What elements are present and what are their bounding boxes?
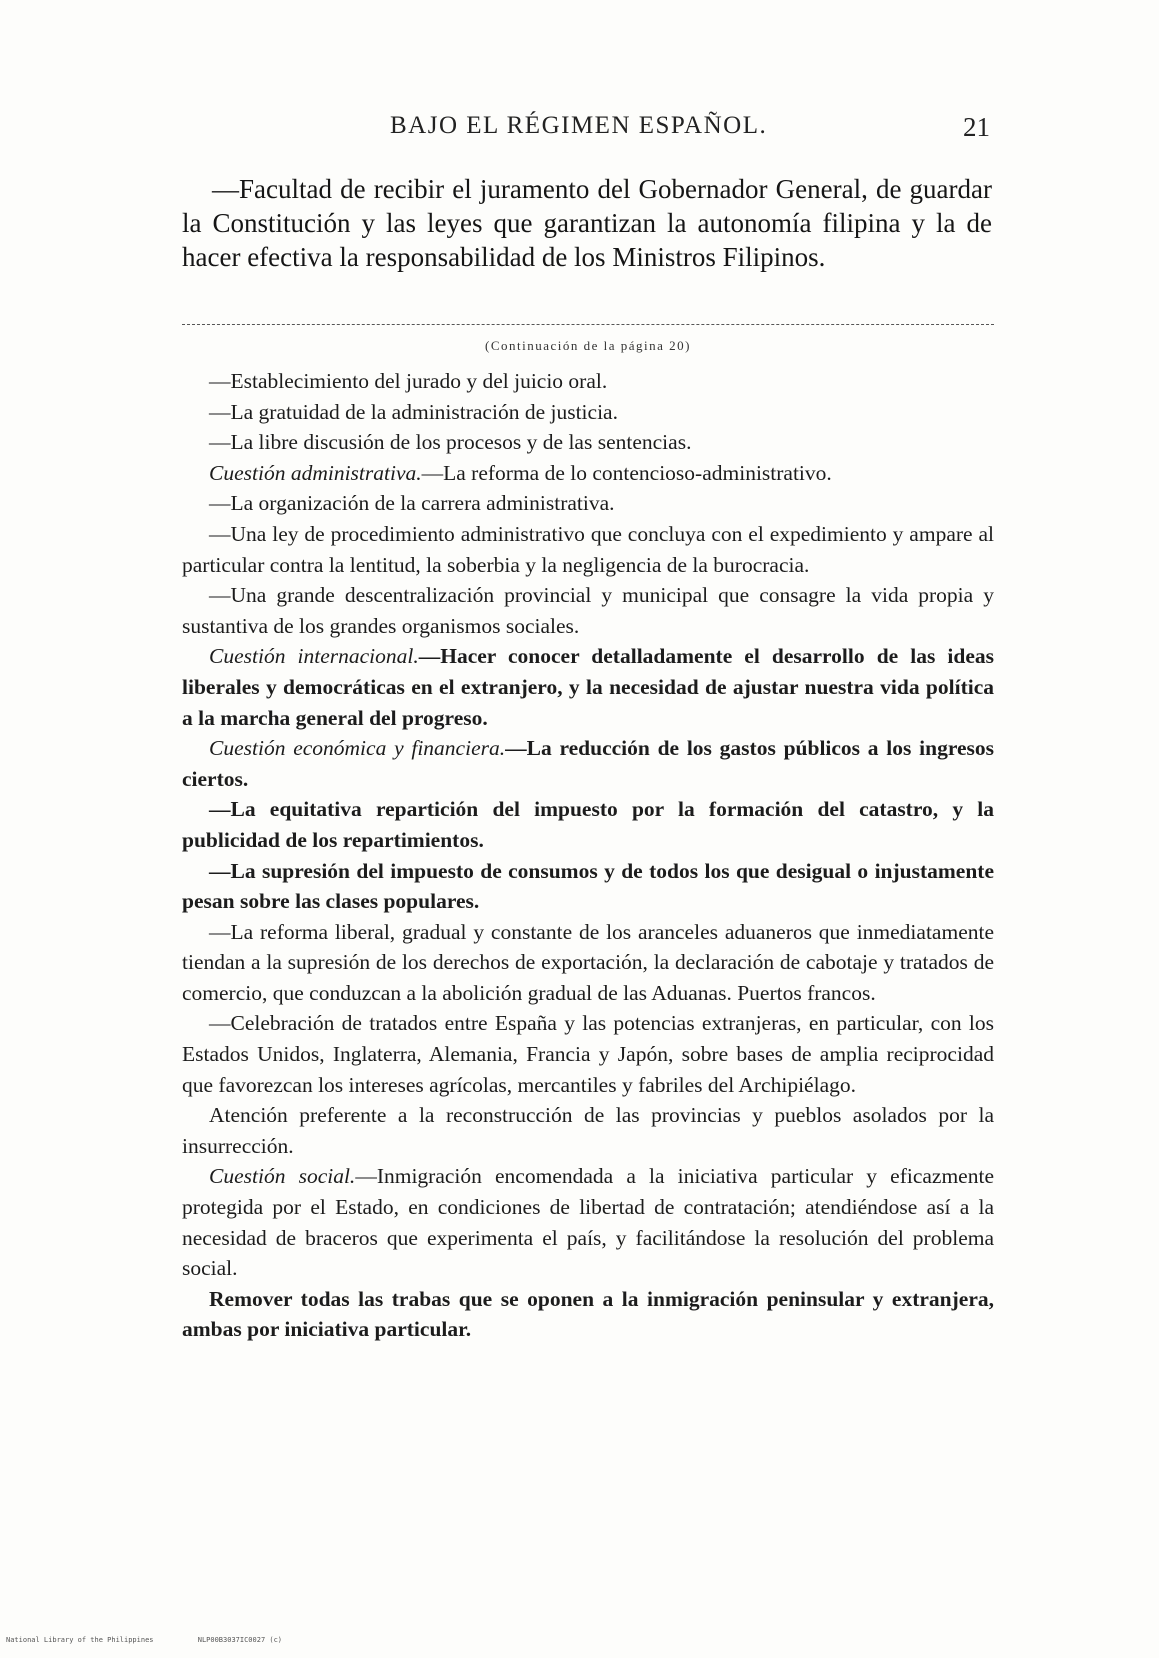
paragraph-catastro: —La equitativa repartición del impuesto por la formación del catastro, y la publicidad de los repartimientos.: [182, 797, 994, 852]
footer-code: NLP00B3037IC0027 (c): [197, 1636, 283, 1644]
paragraph-libre-discusion: —La libre discusión de los procesos y de las sentencias.: [209, 430, 692, 455]
page-header: [180, 112, 990, 152]
top-paragraph: —Facultad de recibir el juramento del Gobernador General, de guardar la Constitución y las leyes que garantizan la autonomía filipina y la de hacer efectiva la responsabilidad de los Ministros Filipinos.: [182, 174, 992, 272]
continuation-note: (Continuación de la página 20): [484, 338, 691, 353]
scan-footer: [6, 1636, 322, 1644]
top-section: [182, 172, 992, 274]
paragraph-procedimiento: —Una ley de procedimiento administrativo que concluya con el expedimiento y ampare al particular contra la lentitud, la soberbia y la negligencia de la burocracia.: [182, 521, 994, 577]
footer-library: National Library of the Philippines: [6, 1636, 154, 1644]
paragraph-carrera-administrativa: —La organización de la carrera administrativa.: [209, 491, 615, 516]
paragraph-consumos: —La supresión del impuesto de consumos y de todos los que desigual o injustamente pesan sobre las clases populares.: [182, 858, 994, 914]
page-number: 21: [963, 112, 990, 142]
running-head: BAJO EL RÉGIMEN ESPAÑOL.: [390, 112, 768, 139]
section-lead: Cuestión administrativa.: [209, 460, 422, 485]
paragraph-cuestion-economica: Cuestión económica y financiera.—La reducción de los gastos públicos a los ingresos ciertos.: [182, 736, 994, 791]
section-lead: Cuestión social.: [209, 1164, 356, 1189]
section-lead: Cuestión internacional.: [209, 644, 419, 669]
paragraph-cuestion-social: Cuestión social.—Inmigración encomendada a la iniciativa particular y eficazmente protegida por el Estado, en condiciones de libertad de contratación; atendiéndose así a la necesidad de braceros que experimenta el país, y facilitándose la resolución del problema social.: [182, 1164, 994, 1281]
paragraph-descentralizacion: —Una grande descentralización provincial y municipal que consagre la vida propia y sustantiva de los grandes organismos sociales.: [182, 583, 994, 638]
paragraph-gratuidad: —La gratuidad de la administración de justicia.: [209, 399, 618, 424]
divider-line: [182, 324, 994, 325]
paragraph-tratados: —Celebración de tratados entre España y las potencias extranjeras, en particular, con los Estados Unidos, Inglaterra, Alemania, Francia y Japón, sobre bases de amplia reciprocidad que favorezcan los intereses agrícolas, mercantiles y fabriles del Archipiélago.: [182, 1011, 994, 1097]
paragraph-cuestion-internacional: Cuestión internacional.—Hacer conocer detalladamente el desarrollo de las ideas liberales y democráticas en el extranjero, y la necesidad de ajustar nuestra vida política a la marcha general del progreso.: [182, 644, 994, 730]
paragraph-cuestion-administrativa: Cuestión administrativa.—La reforma de lo contencioso-administrativo.: [209, 460, 832, 485]
paragraph-reconstruccion: Atención preferente a la reconstrucción de las provincias y pueblos asolados por la insurrección.: [182, 1103, 994, 1158]
paragraph-aranceles: —La reforma liberal, gradual y constante de los aranceles aduaneros que inmediatamente tiendan a la supresión de los derechos de exportación, la declaración de cabotaje y tratados de comercio, que conduzcan a la abolición gradual de las Aduanas. Puertos francos.: [182, 919, 994, 1005]
paragraph-jurado: —Establecimiento del jurado y del juicio oral.: [209, 369, 608, 393]
paragraph-inmigracion: Remover todas las trabas que se oponen a la inmigración peninsular y extranjera, ambas por iniciativa particular.: [182, 1286, 994, 1342]
body-text: [182, 366, 994, 1345]
section-lead: Cuestión económica y financiera.: [209, 736, 506, 761]
